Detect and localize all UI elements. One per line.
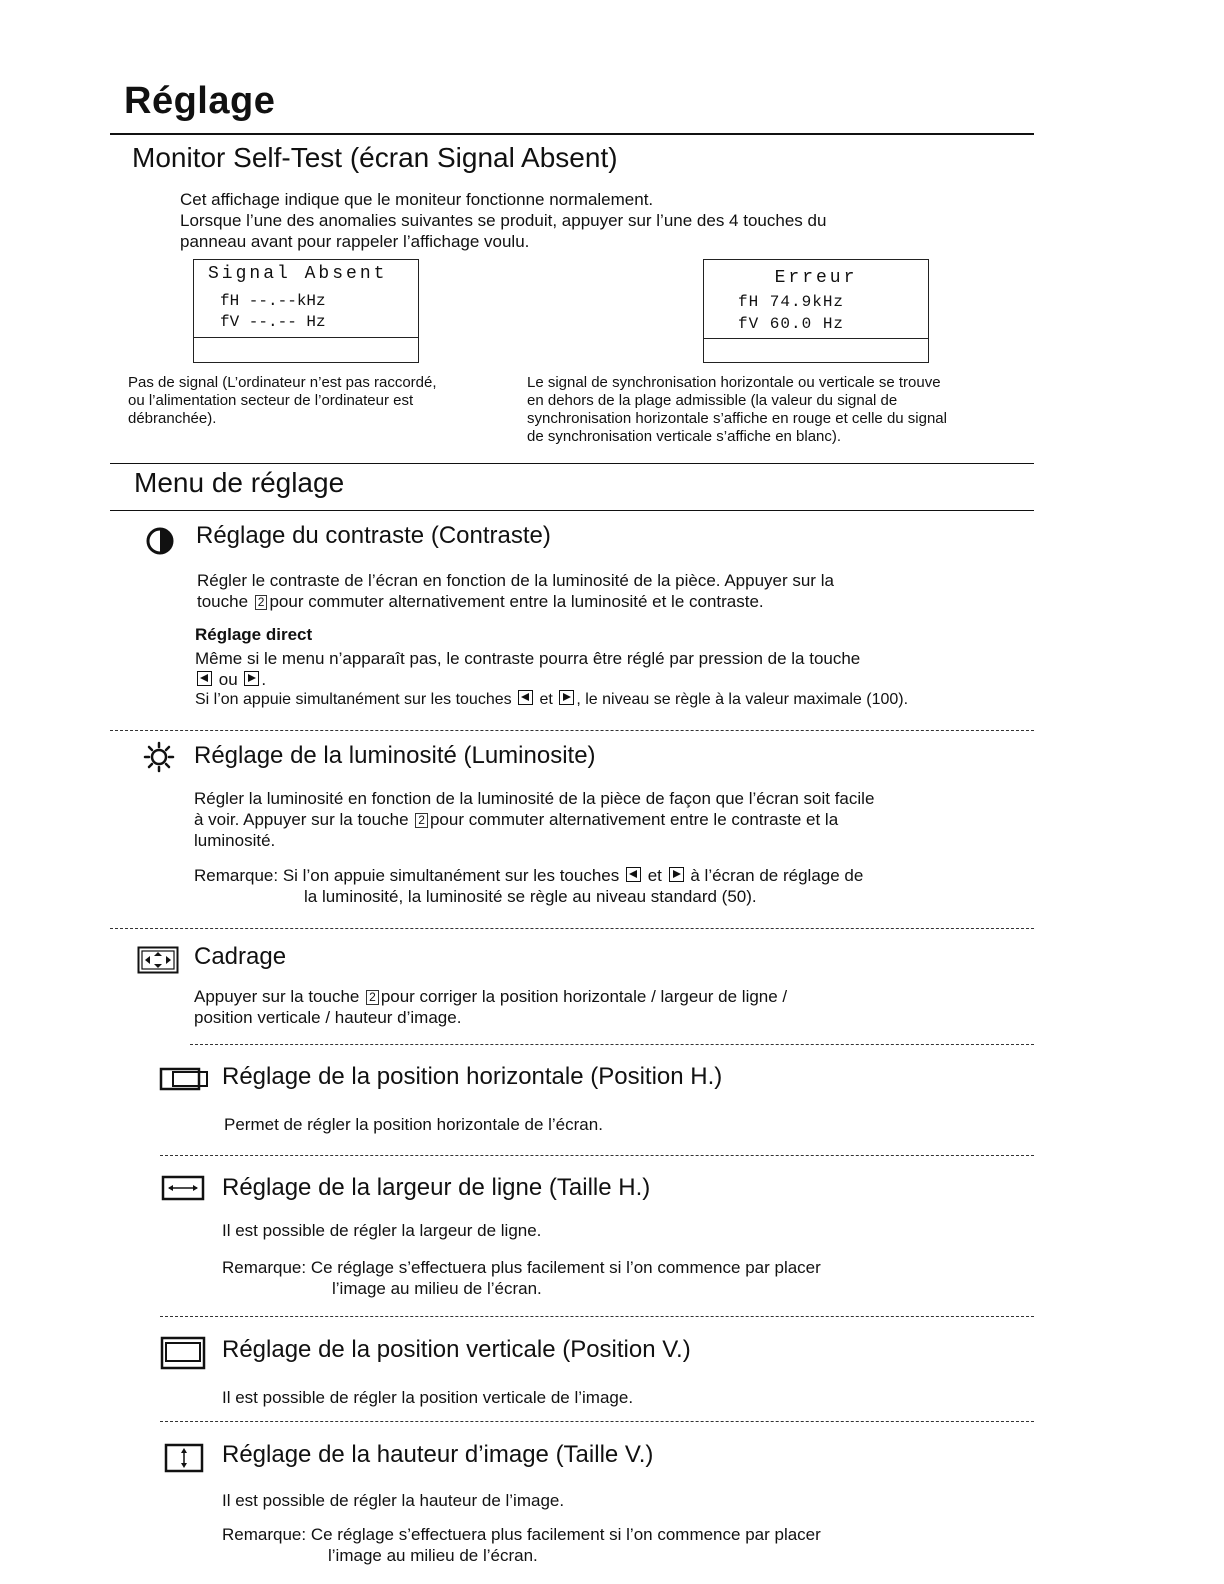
caption-line: ou l’alimentation secteur de l’ordinateur est [128,392,414,409]
self-test-heading: Monitor Self-Test (écran Signal Absent) [132,142,618,173]
framing-heading: Cadrage [194,943,287,970]
signal-absent-title: Signal Absent [208,264,388,284]
text-line [194,809,1034,830]
text-line: la luminosité, la luminosité se règle au niveau standard (50). [304,887,757,906]
horizontal-position-icon [159,1066,211,1092]
caption-line: Pas de signal (L’ordinateur n’est pas raccordé, [128,374,437,391]
v-size-note [222,1524,1022,1566]
vertical-position-icon [160,1336,206,1370]
h-size-text: Il est possible de régler la largeur de ligne. [222,1221,542,1240]
contrast-heading: Réglage du contraste (Contraste) [196,522,551,549]
intro-line: Lorsque l’une des anomalies suivantes se produit, appuyer sur l’une des 4 touches du [180,211,827,230]
brightness-icon [143,741,175,773]
text-span: et [539,691,553,708]
fh-readout: fH --.--kHz [220,292,326,310]
v-position-text: Il est possible de régler la position verticale de l’image. [222,1388,634,1407]
dashed-divider [190,1044,1034,1045]
note-label: Remarque: [222,1525,307,1544]
text-span: pour commuter alternativement entre le contraste et la [429,810,839,829]
text-span: à l’écran de réglage de [690,866,864,885]
text-line [197,591,1027,612]
key-2: 2 [366,990,379,1005]
left-arrow-key-icon [626,867,641,882]
text-span: Ce réglage s’effectuera plus facilement si l’on commence par placer [310,1258,821,1277]
text-line: l’image au milieu de l’écran. [332,1279,542,1298]
intro-line: Cet affichage indique que le moniteur fonctionne normalement. [180,190,654,209]
text-line: position verticale / hauteur d’image. [194,1008,462,1027]
text-line [222,1257,1022,1278]
key-2: 2 [415,813,428,828]
left-arrow-key-icon [197,671,212,686]
dashed-divider [110,928,1034,929]
left-arrow-key-icon [518,690,533,705]
caption-line: en dehors de la plage admissible (la valeur du signal de [527,392,898,409]
text-span: Si l’on appuie simultanément sur les touches [282,866,620,885]
text-line: l’image au milieu de l’écran. [328,1546,538,1565]
right-arrow-key-icon [669,867,684,882]
dashed-divider [160,1155,1034,1156]
section-rule [110,463,1034,464]
fh-readout: fH 74.9kHz [738,293,845,311]
text-span: et [647,866,662,885]
text-line [194,865,1034,886]
note-label: Remarque: [194,866,279,885]
brightness-heading: Réglage de la luminosité (Luminosite) [194,742,596,769]
text-span: pour commuter alternativement entre la luminosité et le contraste. [269,592,764,611]
text-line: Même si le menu n’apparaît pas, le contraste pourra être réglé par pression de la touche [195,649,861,668]
h-size-note [222,1257,1022,1299]
v-position-heading: Réglage de la position verticale (Position V.) [222,1336,691,1363]
contrast-icon [145,526,175,556]
right-arrow-key-icon [559,690,574,705]
fv-readout: fV 60.0 Hz [738,315,845,333]
text-span: , le niveau se règle à la valeur maximale (100). [576,691,909,708]
h-position-text: Permet de régler la position horizontale de l’écran. [224,1115,603,1134]
text-span: à voir. Appuyer sur la touche [194,810,409,829]
caption-line: Le signal de synchronisation horizontale ou verticale se trouve [527,374,941,391]
v-size-text: Il est possible de régler la hauteur de l’image. [222,1491,565,1510]
dashed-divider [160,1316,1034,1317]
text-line: Régler le contraste de l’écran en fonction de la luminosité de la pièce. Appuyer sur la [197,571,834,590]
text-span: pour corriger la position horizontale / largeur de ligne / [380,987,788,1006]
brightness-note [194,865,1034,907]
error-screen [703,259,929,363]
menu-heading: Menu de réglage [134,467,345,498]
direct-adjust-text [195,648,1025,709]
error-caption [527,374,947,446]
brightness-text [194,788,1034,851]
note-label: Remarque: [222,1258,307,1277]
box-divider [194,337,418,338]
no-signal-caption [128,374,437,428]
intro-line: panneau avant pour rappeler l’affichage voulu. [180,232,530,251]
vertical-size-icon [164,1443,204,1473]
text-line: Régler la luminosité en fonction de la luminosité de la pièce de façon que l’écran soit facile [194,789,875,808]
signal-absent-screen [193,259,419,363]
caption-line: de synchronisation verticale s’affiche en blanc). [527,428,842,445]
box-divider [704,338,928,339]
fv-readout: fV --.-- Hz [220,313,326,331]
caption-line: synchronisation horizontale s’affiche en rouge et celle du signal [527,410,947,427]
text-line: ou . [195,669,1025,690]
h-position-heading: Réglage de la position horizontale (Position H.) [222,1063,723,1090]
contrast-text [197,570,1027,612]
section-rule [110,510,1034,511]
text-span: Ce réglage s’effectuera plus facilement si l’on commence par placer [310,1525,821,1544]
title-rule [110,133,1034,135]
horizontal-size-icon [161,1175,205,1201]
dashed-divider [160,1421,1034,1422]
h-size-heading: Réglage de la largeur de ligne (Taille H.) [222,1174,651,1201]
dashed-divider [110,730,1034,731]
framing-text [194,986,1034,1028]
v-size-heading: Réglage de la hauteur d’image (Taille V.) [222,1441,654,1468]
text-line [222,1524,1022,1545]
text-line [194,986,1034,1007]
caption-line: débranchée). [128,410,217,427]
text-span: Appuyer sur la touche [194,987,360,1006]
text-span: touche [197,592,249,611]
self-test-intro [180,189,1000,252]
framing-icon [137,946,179,974]
key-2: 2 [255,595,268,610]
text-span: Si l’on appuie simultanément sur les touches [195,691,512,708]
error-title: Erreur [774,268,858,288]
text-line [195,690,1025,709]
right-arrow-key-icon [244,671,259,686]
page-title: Réglage [124,80,276,122]
direct-adjust-title: Réglage direct [195,625,313,644]
text-line: luminosité. [194,831,276,850]
text-span: ou [218,670,238,689]
